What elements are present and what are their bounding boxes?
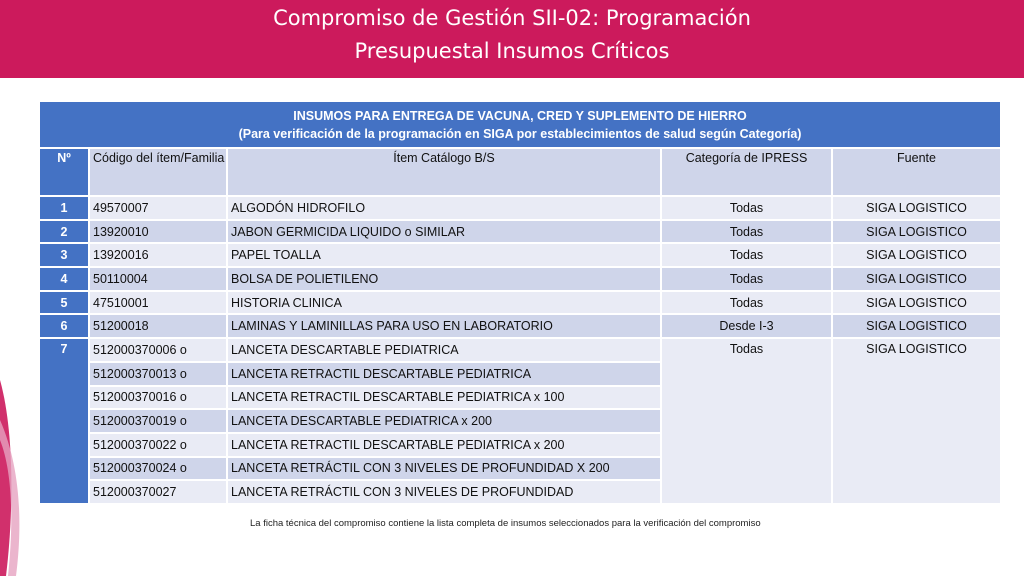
table-row — [40, 268, 1000, 290]
row-code: 512000370013 o — [90, 363, 226, 385]
row-code: 47510001 — [90, 292, 226, 314]
row-item: LANCETA RETRACTIL DESCARTABLE PEDIATRICA — [228, 363, 660, 385]
row-num: 7 — [40, 339, 88, 503]
row-item: HISTORIA CLINICA — [228, 292, 660, 314]
row-code: 512000370027 — [90, 481, 226, 503]
row-num: 1 — [40, 197, 88, 219]
row-num: 4 — [40, 268, 88, 290]
row-item: LANCETA DESCARTABLE PEDIATRICA x 200 — [228, 410, 660, 432]
row-item: BOLSA DE POLIETILENO — [228, 268, 660, 290]
footnote: La ficha técnica del compromiso contiene la lista completa de insumos seleccionados para la verificación del compromiso — [250, 518, 761, 529]
row-category: Todas — [662, 339, 831, 503]
header-code: Código del ítem/Familia — [90, 149, 226, 195]
row-source: SIGA LOGISTICO — [833, 221, 1000, 243]
table-row — [40, 292, 1000, 314]
row-code: 13920016 — [90, 244, 226, 266]
table-header-row — [40, 149, 1000, 195]
row-code: 512000370016 o — [90, 387, 226, 409]
row-category: Todas — [662, 244, 831, 266]
table-row — [40, 339, 1000, 361]
row-num: 2 — [40, 221, 88, 243]
row-category: Todas — [662, 197, 831, 219]
decorative-curve — [0, 380, 40, 576]
row-category: Todas — [662, 292, 831, 314]
slide-title-line2: Presupuestal Insumos Críticos — [354, 39, 670, 63]
row-category: Todas — [662, 221, 831, 243]
row-code: 50110004 — [90, 268, 226, 290]
row-source: SIGA LOGISTICO — [833, 339, 1000, 503]
row-code: 51200018 — [90, 315, 226, 337]
row-item: ALGODÓN HIDROFILO — [228, 197, 660, 219]
row-item: LANCETA RETRACTIL DESCARTABLE PEDIATRICA x 200 — [228, 434, 660, 456]
row-item: PAPEL TOALLA — [228, 244, 660, 266]
header-category: Categoría de IPRESS — [662, 149, 831, 195]
banner-title: INSUMOS PARA ENTREGA DE VACUNA, CRED Y SUPLEMENTO DE HIERRO — [293, 108, 747, 123]
row-num: 6 — [40, 315, 88, 337]
row-code: 512000370024 o — [90, 458, 226, 480]
table-row — [40, 244, 1000, 266]
header-item: Ítem Catálogo B/S — [228, 149, 660, 195]
table-banner-cell — [40, 102, 1000, 147]
row-source: SIGA LOGISTICO — [833, 315, 1000, 337]
row-item: LANCETA RETRÁCTIL CON 3 NIVELES DE PROFUNDIDAD X 200 — [228, 458, 660, 480]
row-code: 512000370022 o — [90, 434, 226, 456]
row-code: 512000370006 o — [90, 339, 226, 361]
row-item: LANCETA RETRACTIL DESCARTABLE PEDIATRICA x 100 — [228, 387, 660, 409]
row-item: LANCETA DESCARTABLE PEDIATRICA — [228, 339, 660, 361]
table-row — [40, 315, 1000, 337]
row-category: Todas — [662, 268, 831, 290]
row-source: SIGA LOGISTICO — [833, 268, 1000, 290]
table-row — [40, 221, 1000, 243]
row-category: Desde I-3 — [662, 315, 831, 337]
row-code: 512000370019 o — [90, 410, 226, 432]
table-row — [40, 197, 1000, 219]
banner-subtitle: (Para verificación de la programación en SIGA por establecimientos de salud según Categoría) — [238, 126, 802, 141]
row-code: 13920010 — [90, 221, 226, 243]
row-num: 5 — [40, 292, 88, 314]
header-num: Nº — [40, 149, 88, 195]
row-num: 3 — [40, 244, 88, 266]
row-source: SIGA LOGISTICO — [833, 292, 1000, 314]
row-source: SIGA LOGISTICO — [833, 244, 1000, 266]
row-item: LANCETA RETRÁCTIL CON 3 NIVELES DE PROFUNDIDAD — [228, 481, 660, 503]
slide-title — [0, 0, 1024, 78]
slide-title-line1: Compromiso de Gestión SII-02: Programación — [273, 6, 751, 30]
supplies-table — [38, 100, 1002, 505]
row-item: JABON GERMICIDA LIQUIDO o SIMILAR — [228, 221, 660, 243]
header-source: Fuente — [833, 149, 1000, 195]
table-banner — [40, 102, 1000, 147]
row-item: LAMINAS Y LAMINILLAS PARA USO EN LABORATORIO — [228, 315, 660, 337]
row-source: SIGA LOGISTICO — [833, 197, 1000, 219]
row-code: 49570007 — [90, 197, 226, 219]
